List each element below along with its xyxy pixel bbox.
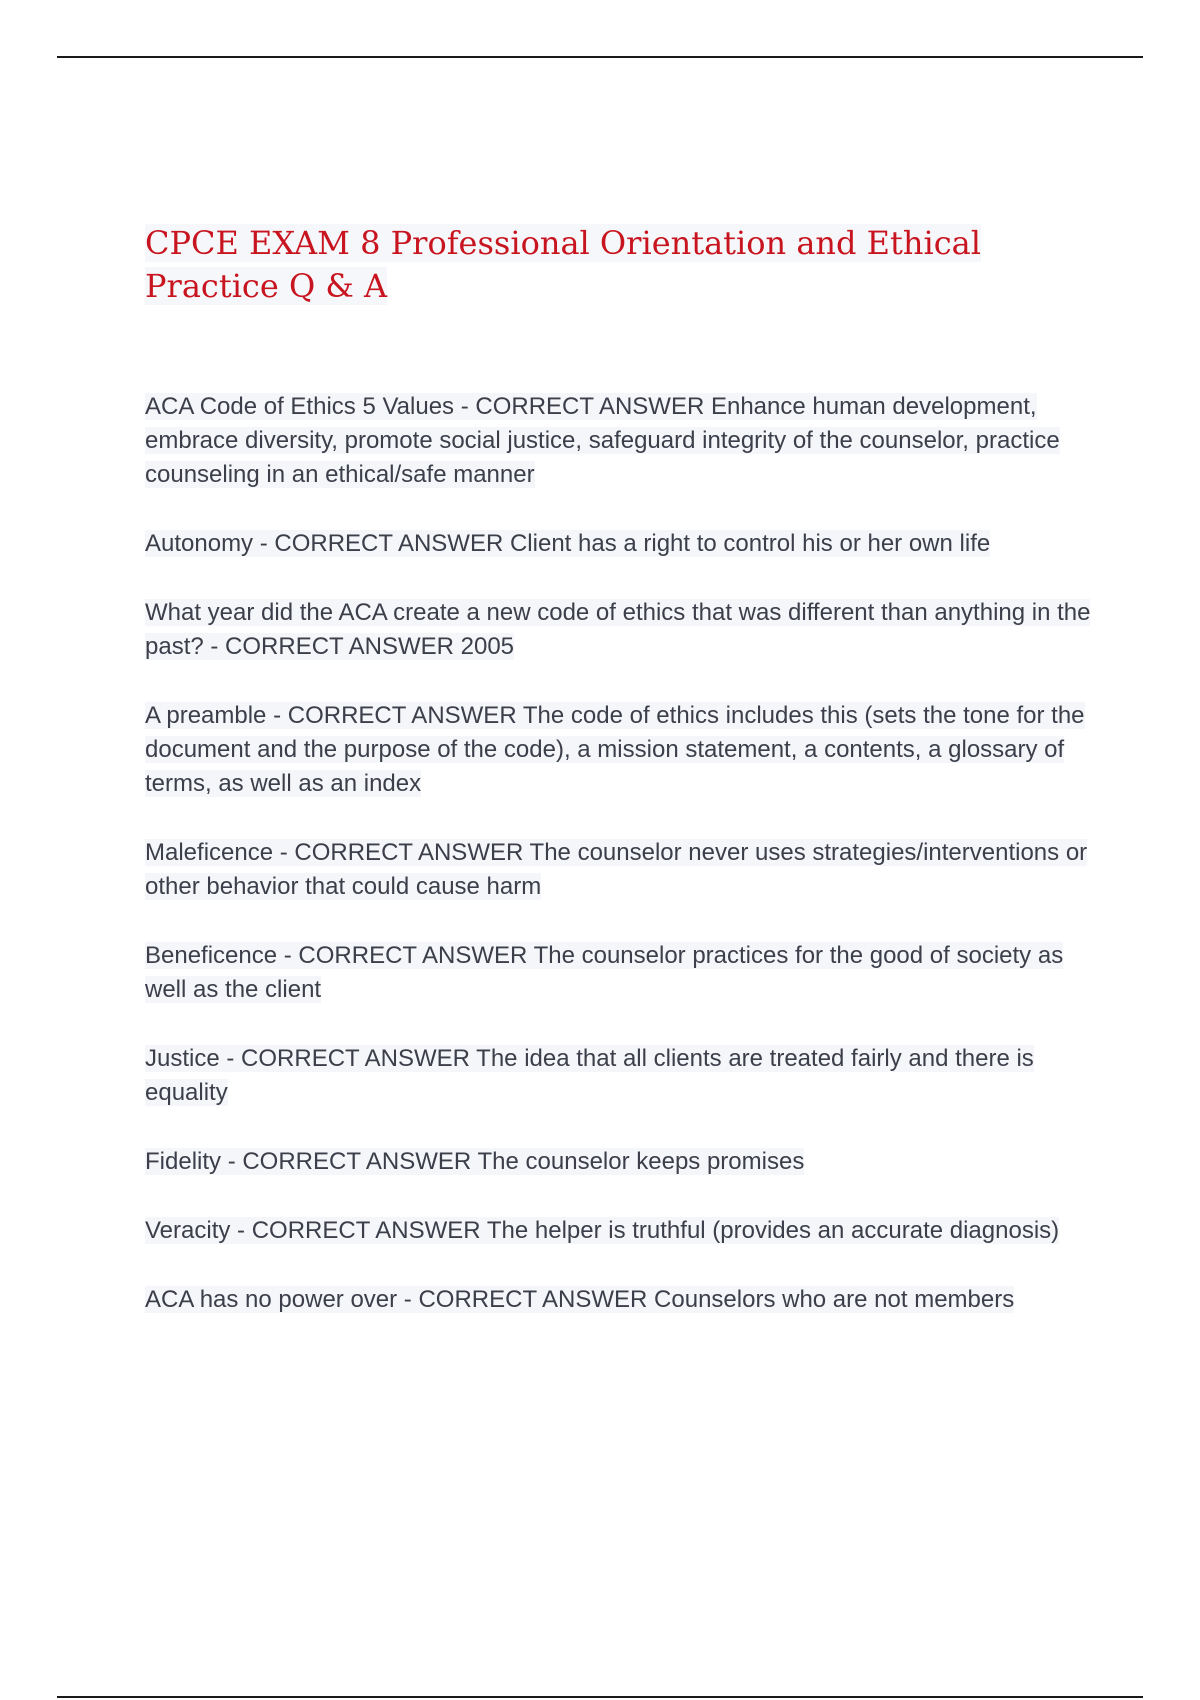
qa-item-10 [145,1283,1095,1317]
qa-item-9 [145,1214,1095,1248]
qa-item-text: Justice - CORRECT ANSWER The idea that all clients are treated fairly and there is equality [145,1045,1034,1106]
qa-item-5 [145,836,1095,904]
qa-item-text: ACA Code of Ethics 5 Values - CORRECT ANSWER Enhance human development, embrace diversity, promote social justice, safeguard integrity of the counselor, practice counseling in an ethical/safe manner [145,393,1060,488]
qa-item-text: Maleficence - CORRECT ANSWER The counselor never uses strategies/interventions or other behavior that could cause harm [145,839,1088,900]
qa-item-text: Autonomy - CORRECT ANSWER Client has a right to control his or her own life [145,530,991,557]
qa-item-text: Veracity - CORRECT ANSWER The helper is truthful (provides an accurate diagnosis) [145,1217,1060,1244]
qa-item-4 [145,699,1095,801]
bottom-divider [57,1696,1143,1698]
qa-item-1 [145,390,1095,492]
qa-list [145,390,1095,1317]
qa-item-7 [145,1042,1095,1110]
page-title: CPCE EXAM 8 Professional Orientation and Ethical Practice Q & A [145,224,981,305]
qa-item-text: A preamble - CORRECT ANSWER The code of ethics includes this (sets the tone for the document and the purpose of the code), a mission statement, a contents, a glossary of terms, as well as an index [145,702,1085,797]
qa-item-text: ACA has no power over - CORRECT ANSWER Counselors who are not members [145,1286,1015,1313]
qa-item-2 [145,527,1095,561]
document-body [145,222,1095,1352]
qa-item-text: What year did the ACA create a new code of ethics that was different than anything in the past? - CORRECT ANSWER 2005 [145,599,1091,660]
top-divider [57,56,1143,58]
qa-item-6 [145,939,1095,1007]
qa-item-text: Beneficence - CORRECT ANSWER The counselor practices for the good of society as well as the client [145,942,1064,1003]
qa-item-8 [145,1145,1095,1179]
qa-item-text: Fidelity - CORRECT ANSWER The counselor keeps promises [145,1148,805,1175]
qa-item-3 [145,596,1095,664]
